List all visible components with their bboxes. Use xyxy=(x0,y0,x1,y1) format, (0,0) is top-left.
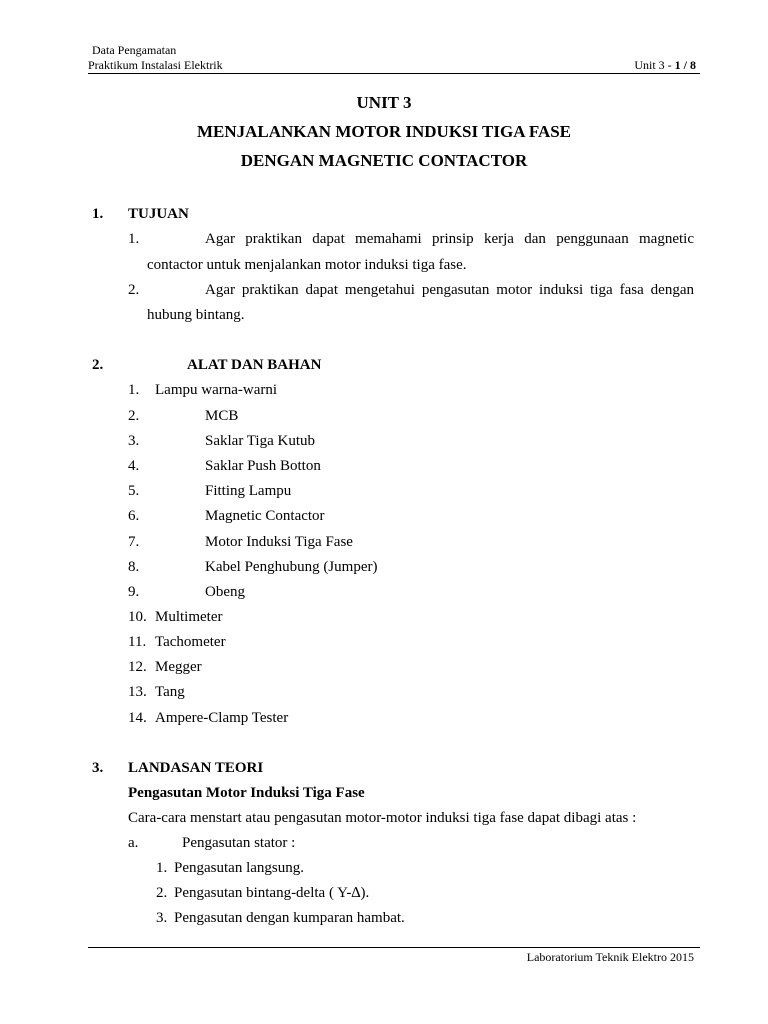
alat-item-text: Magnetic Contactor xyxy=(205,508,325,524)
title-line2: DENGAN MAGNETIC CONTACTOR xyxy=(240,151,528,170)
alat-item-number: 7. xyxy=(128,534,140,550)
alat-item-text: Fitting Lampu xyxy=(205,483,292,499)
alat-item-text: Tachometer xyxy=(155,634,226,650)
header-page-prefix: Unit 3 - xyxy=(634,58,675,72)
alat-item-number: 3. xyxy=(128,433,140,449)
section3-sub-a-number: a. xyxy=(128,835,139,851)
teori-item-text: Pengasutan bintang-delta ( Y-∆). xyxy=(174,885,370,901)
header-page-number: 1 / 8 xyxy=(674,58,696,72)
tujuan-item1-line1: Agar praktikan dapat memahami prinsip kerja dan penggunaan magnetic xyxy=(205,231,694,247)
teori-item-text: Pengasutan langsung. xyxy=(174,860,304,876)
alat-item-number: 4. xyxy=(128,458,140,474)
alat-item-text: Motor Induksi Tiga Fase xyxy=(205,534,353,550)
alat-item-number: 2. xyxy=(128,408,140,424)
footer-text: Laboratorium Teknik Elektro 2015 xyxy=(526,950,694,964)
tujuan-item1-number: 1. xyxy=(128,231,140,247)
tujuan-item2-number: 2. xyxy=(128,282,140,298)
header-rule xyxy=(88,73,700,74)
alat-item-text: Saklar Push Botton xyxy=(205,458,321,474)
alat-item-number: 9. xyxy=(128,584,140,600)
section1-heading: TUJUAN xyxy=(128,206,189,222)
alat-item-text: MCB xyxy=(205,408,239,424)
alat-item-text: Multimeter xyxy=(155,609,223,625)
alat-item-number: 1. xyxy=(128,382,140,398)
section3-number: 3. xyxy=(92,760,104,776)
teori-item-text: Pengasutan dengan kumparan hambat. xyxy=(174,910,405,926)
alat-item-number: 11. xyxy=(128,634,147,650)
title-line1: MENJALANKAN MOTOR INDUKSI TIGA FASE xyxy=(196,122,572,141)
header-line2: Praktikum Instalasi Elektrik xyxy=(88,58,223,72)
footer-rule xyxy=(88,947,700,948)
teori-item-number: 1. xyxy=(156,860,168,876)
alat-item-number: 10. xyxy=(128,609,147,625)
section3-subheading: Pengasutan Motor Induksi Tiga Fase xyxy=(128,785,365,801)
alat-item-number: 6. xyxy=(128,508,140,524)
alat-item-text: Megger xyxy=(155,659,202,675)
teori-item-number: 2. xyxy=(156,885,168,901)
unit-title: UNIT 3 xyxy=(356,93,412,112)
tujuan-item2-line1: Agar praktikan dapat mengetahui pengasutan motor induksi tiga fasa dengan xyxy=(205,282,694,298)
section3-sub-a-text: Pengasutan stator : xyxy=(182,835,296,851)
section3-heading: LANDASAN TEORI xyxy=(128,760,264,776)
alat-item-text: Lampu warna-warni xyxy=(155,382,278,398)
alat-item-number: 12. xyxy=(128,659,147,675)
alat-item-text: Ampere-Clamp Tester xyxy=(155,710,289,726)
section2-number: 2. xyxy=(92,357,104,373)
header-page-indicator xyxy=(634,58,696,72)
section3-intro: Cara-cara menstart atau pengasutan motor-motor induksi tiga fase dapat dibagi atas : xyxy=(128,810,637,826)
alat-item-text: Saklar Tiga Kutub xyxy=(205,433,316,449)
alat-item-number: 8. xyxy=(128,559,140,575)
alat-item-text: Kabel Penghubung (Jumper) xyxy=(205,559,378,575)
header-line1: Data Pengamatan xyxy=(92,43,177,57)
section1-number: 1. xyxy=(92,206,104,222)
alat-item-text: Obeng xyxy=(205,584,245,600)
tujuan-item2-line2: hubung bintang. xyxy=(147,307,245,323)
alat-item-number: 14. xyxy=(128,710,147,726)
alat-item-text: Tang xyxy=(155,684,185,700)
alat-item-number: 5. xyxy=(128,483,140,499)
section2-heading: ALAT DAN BAHAN xyxy=(187,357,322,373)
alat-item-number: 13. xyxy=(128,684,147,700)
tujuan-item1-line2: contactor untuk menjalankan motor induksi tiga fase. xyxy=(147,257,467,273)
teori-item-number: 3. xyxy=(156,910,168,926)
